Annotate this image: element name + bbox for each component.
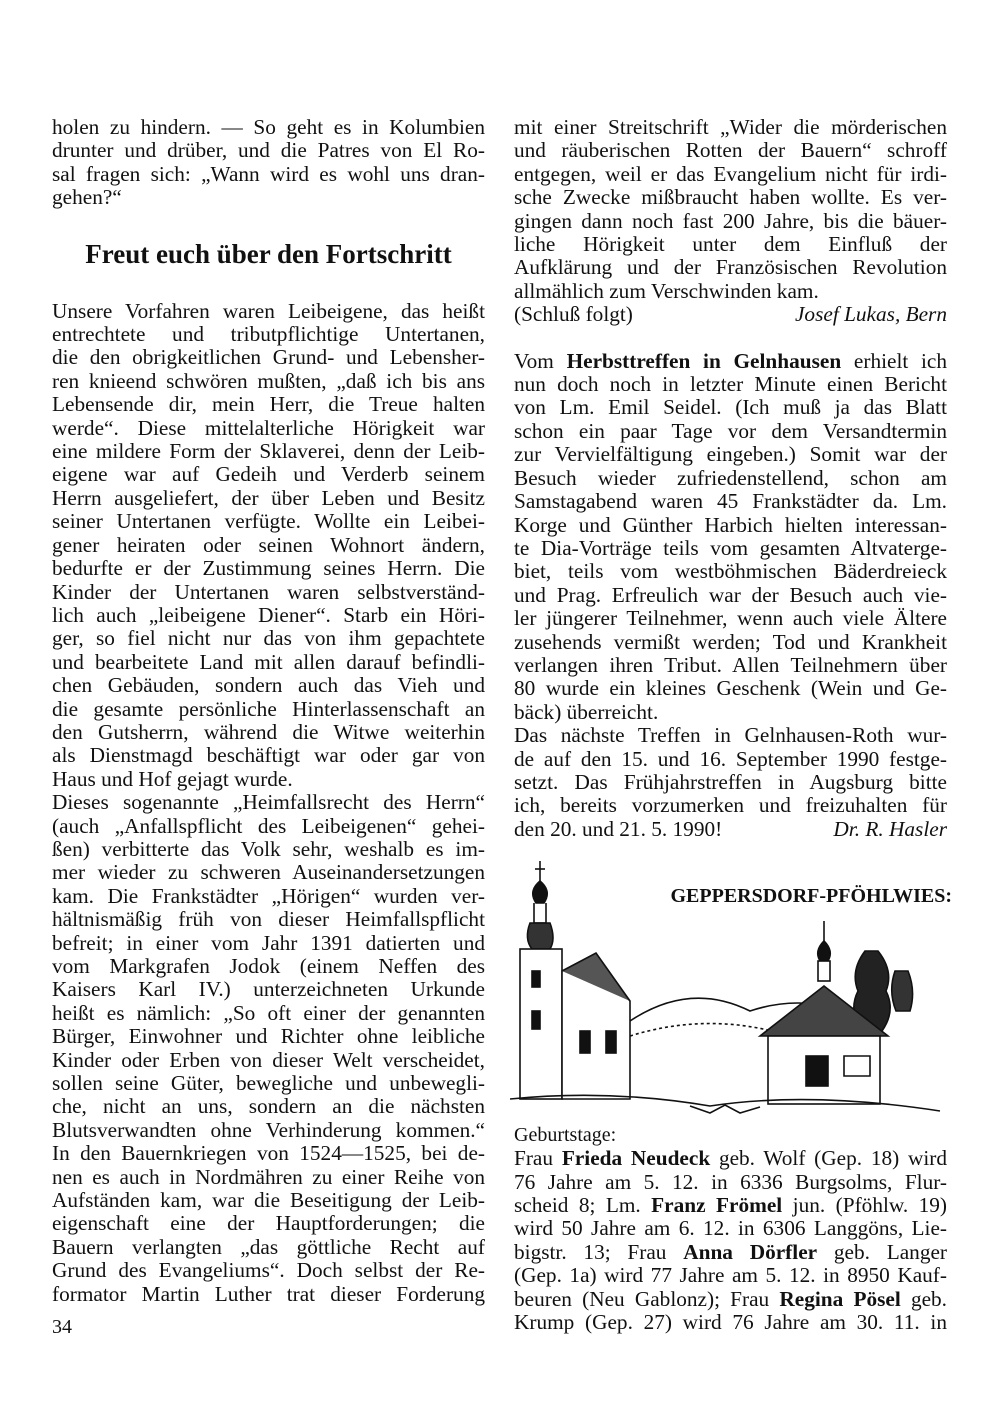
text-line: allmählich zum Verschwinden kam.	[514, 278, 819, 303]
text-line: liche Hörigkeit unter dem Einfluß der	[514, 232, 947, 257]
text-line: lich auch „leibeigene Diener“. Starb ein Höri-	[52, 602, 485, 627]
text-line: chen Gebäuden, sondern auch das Vieh und	[52, 673, 485, 698]
text-line: ßen) verbitterte das Volk sehr, weshalb es im-	[52, 836, 485, 861]
person-name: Anna Dörfler	[683, 1239, 818, 1264]
text-line: bedurfte er der Zustimmung seines Herrn. Die	[52, 556, 485, 581]
text-line: als Dienstmagd beschäftigt war oder gar von	[52, 743, 485, 768]
text-line: wird 50 Jahre am 6. 12. in 6306 Langgöns, Lie-	[514, 1216, 947, 1241]
text-line: sollen seine Güter, bewegliche und unbewegli-	[52, 1071, 485, 1096]
text-line: nun doch noch in letzter Minute einen Bericht	[514, 372, 947, 397]
text-line: Kaisers Karl IV.) unterzeichneten Urkunde	[52, 977, 485, 1002]
text-line: die den obrigkeitlichen Grund- und Lebensher-	[52, 345, 485, 370]
text-line: Korge und Günther Harbich hielten interessan-	[514, 512, 947, 537]
text-line: eine mildere Form der Sklaverei, denn der Leib-	[52, 439, 485, 464]
right-column	[514, 115, 952, 1335]
text-line: ger, so fiel nicht nur das von ihm gepachtete	[52, 626, 485, 651]
text-line: biet, teils vom westböhmischen Bäderdreieck	[514, 559, 947, 584]
text-line: Samstagabend waren 45 Frankstädter da. Lm.	[514, 489, 947, 514]
text-line: zur Vervielfältigung eingeben.) Somit war der	[514, 442, 947, 467]
person-name: Regina Pösel	[779, 1286, 901, 1311]
text-line: bäck) überreicht.	[514, 699, 659, 724]
text-line: gehen?“	[52, 185, 122, 210]
to-be-continued: (Schluß folgt)	[514, 302, 633, 327]
text-line: te Dia-Vorträge teils vom gesamten Altvaterge-	[514, 535, 947, 560]
article-heading: Freut euch über den Fortschritt	[85, 238, 452, 269]
text-line: kam. Die Frankstädter „Hörigen“ wurden ver-	[52, 883, 485, 908]
paragraph-2	[52, 791, 485, 1142]
left-column	[52, 116, 485, 1306]
text-line: beuren (Neu Gablonz); Frau Regina Pösel geb.	[514, 1286, 948, 1311]
person-name: Franz Frömel	[651, 1193, 783, 1217]
text-line: ren knieend schwören mußten, „daß ich bis ans	[52, 368, 485, 393]
text-line: mit einer Streitschrift „Wider die mörderischen	[514, 115, 947, 139]
text-line: und räuberischen Rotten der Bauern“ schroff	[514, 138, 947, 163]
text-line: formator Martin Luther trat dieser Forderung	[52, 1281, 485, 1306]
text-line: gingen dann noch fast 200 Jahre, bis die bäuer-	[514, 208, 947, 233]
text-line: vom Markgrafen Jodok (einem Neffen des	[52, 954, 485, 978]
text-line: ler jüngerer Teilnehmer, wenn auch viele Ältere	[514, 606, 947, 631]
text-line: verlangen ihren Tribut. Allen Teilnehmern über	[514, 652, 947, 677]
birthdays-paragraph	[514, 1147, 947, 1334]
text-line: und bearbeitete Land mit allen darauf befindli-	[52, 649, 485, 674]
person-name: Frieda Neudeck	[561, 1146, 711, 1171]
text-line: die gesamte persönliche Hinterlassenschaft an	[52, 696, 485, 721]
text-line: Besuch wieder zufriedenstellend, schon am	[514, 465, 947, 490]
text-line: befreit; in einer vom Jahr 1391 datierten und	[52, 930, 485, 955]
text-line: gener heiraten oder seinen Wohnort ändern,	[52, 532, 485, 557]
text-line: setzt. Das Frühjahrstreffen in Augsburg bitte	[514, 769, 947, 794]
paragraph-1	[52, 300, 485, 792]
text-line: den Gutsherrn, während die Witwe weiterhin	[52, 719, 485, 744]
text-line: schon ein paar Tage vor dem Versandtermin	[514, 418, 947, 443]
text-line: nen es auch in Nordmähren zu einer Reihe von	[52, 1164, 485, 1189]
text-line: Grund des Evangeliums“. Doch selbst der Re-	[52, 1258, 485, 1283]
text-line: eigenschaft eine der Hauptforderungen; die	[52, 1211, 485, 1236]
text-line: Bürger, Einwohner und Richter ohne leibliche	[52, 1024, 485, 1049]
text-line: holen zu hindern. — So geht es in Kolumbien	[52, 115, 485, 139]
text-line: entgegen, weil er das Evangelium nicht für irdi-	[514, 161, 947, 186]
report-closing-row	[514, 818, 947, 841]
text-line: 80 wurde ein kleines Geschenk (Wein und Ge-	[514, 676, 947, 701]
birthdays-heading: Geburtstage:	[514, 1124, 617, 1147]
section-title: GEPPERSDORF-PFÖHLWIES:	[670, 885, 952, 908]
text-line: Kinder der Untertanen waren selbstverständ-	[52, 579, 485, 604]
text-line: Herrn ausgeliefert, der über Leben und Besitz	[52, 485, 485, 510]
text-line: Blutsverwandten ohne Verhinderung kommen.“	[52, 1117, 485, 1142]
text-line: ich, bereits vorzumerken und freizuhalten für	[514, 793, 947, 818]
text-line: seiner Untertanen verfügte. Wollte ein Leibei-	[52, 509, 485, 534]
text-line: Haus und Hof gejagt wurde.	[52, 766, 293, 791]
text-line: von Lm. Emil Seidel. (Ich muß ja das Blatt	[514, 395, 947, 420]
text-line: In den Bauernkriegen von 1524—1525, bei de-	[52, 1141, 485, 1166]
text-line: mer wieder zu schweren Auseinandersetzungen	[52, 860, 485, 885]
text-line: heißt es nämlich: „So oft einer der genannten	[52, 1000, 485, 1025]
text-line: Lebensende dir, mein Herr, die Treue halten	[52, 392, 485, 417]
text-line: Das nächste Treffen in Gelnhausen-Roth wur-	[514, 723, 947, 748]
text-line: Aufständen kam, war die Beseitigung der Leib-	[52, 1188, 485, 1213]
text-line: werde“. Diese mittelalterliche Hörigkeit war	[52, 415, 485, 440]
text-line: sal fragen sich: „Wann wird es wohl uns dran-	[52, 161, 485, 186]
text-line: de auf den 15. und 16. September 1990 festge-	[514, 746, 947, 771]
text-line: sche Zwecke mißbraucht haben wollte. Es ver-	[514, 185, 947, 210]
text-line: Unsere Vorfahren waren Leibeigene, das heißt	[52, 298, 485, 323]
date-line: den 20. und 21. 5. 1990!	[514, 816, 723, 841]
text-line: hältnismäßig früh von dieser Heimfallspflicht	[52, 907, 485, 932]
event-name: Herbsttreffen in Gelnhausen	[566, 348, 842, 373]
text-line: scheid 8; Lm. Franz Frömel jun. (Pföhlw. 19)	[514, 1193, 948, 1217]
text-line: Dieses sogenannte „Heimfallsrecht des Herrn“	[52, 790, 485, 815]
text-line: Vom Herbsttreffen in Gelnhausen erhielt ich	[514, 348, 948, 373]
text-line: zusehends vermißt werden; Tod und Krankheit	[514, 629, 947, 654]
text-line: (Gep. 1a) wird 77 Jahre am 5. 12. in 8950 Kauf-	[514, 1263, 947, 1288]
closing-row	[514, 303, 947, 326]
report-signature: Dr. R. Hasler	[833, 816, 947, 841]
text-line: Aufklärung und der Französischen Revolution	[514, 255, 947, 280]
text-line: Frau Frieda Neudeck geb. Wolf (Gep. 18) wird	[514, 1146, 948, 1171]
author-signature: Josef Lukas, Bern	[794, 302, 947, 327]
page-number: 34	[52, 1316, 72, 1338]
text-line: und Prag. Erfreulich war der Besuch auch vie-	[514, 582, 947, 607]
illustration-block	[514, 861, 952, 1123]
text-line: Kinder oder Erben von dieser Welt verscheidet,	[52, 1047, 485, 1072]
continuation-paragraph	[514, 116, 947, 303]
paragraph-3	[52, 1142, 485, 1306]
text-line: Bauern verlangten „das göttliche Recht auf	[52, 1234, 485, 1259]
intro-paragraph	[52, 116, 485, 210]
text-line: che, nicht an uns, sondern an die nächsten	[52, 1094, 485, 1119]
text-line: drunter und drüber, und die Patres von El Ro-	[52, 138, 485, 163]
text-line: eigene war auf Gedeih und Verderb seinem	[52, 462, 485, 487]
text-line: (auch „Anfallspflicht des Leibeigenen“ gehei-	[52, 813, 485, 838]
text-line: entrechtete und tributpflichtige Untertanen,	[52, 322, 485, 347]
text-line: bigstr. 13; Frau Anna Dörfler geb. Langer	[514, 1239, 948, 1264]
text-line: 76 Jahre am 5. 12. in 6336 Burgsolms, Flur-	[514, 1169, 947, 1194]
report-paragraph	[514, 350, 947, 842]
text-line: Krump (Gep. 27) wird 76 Jahre am 30. 11. in	[514, 1310, 947, 1335]
